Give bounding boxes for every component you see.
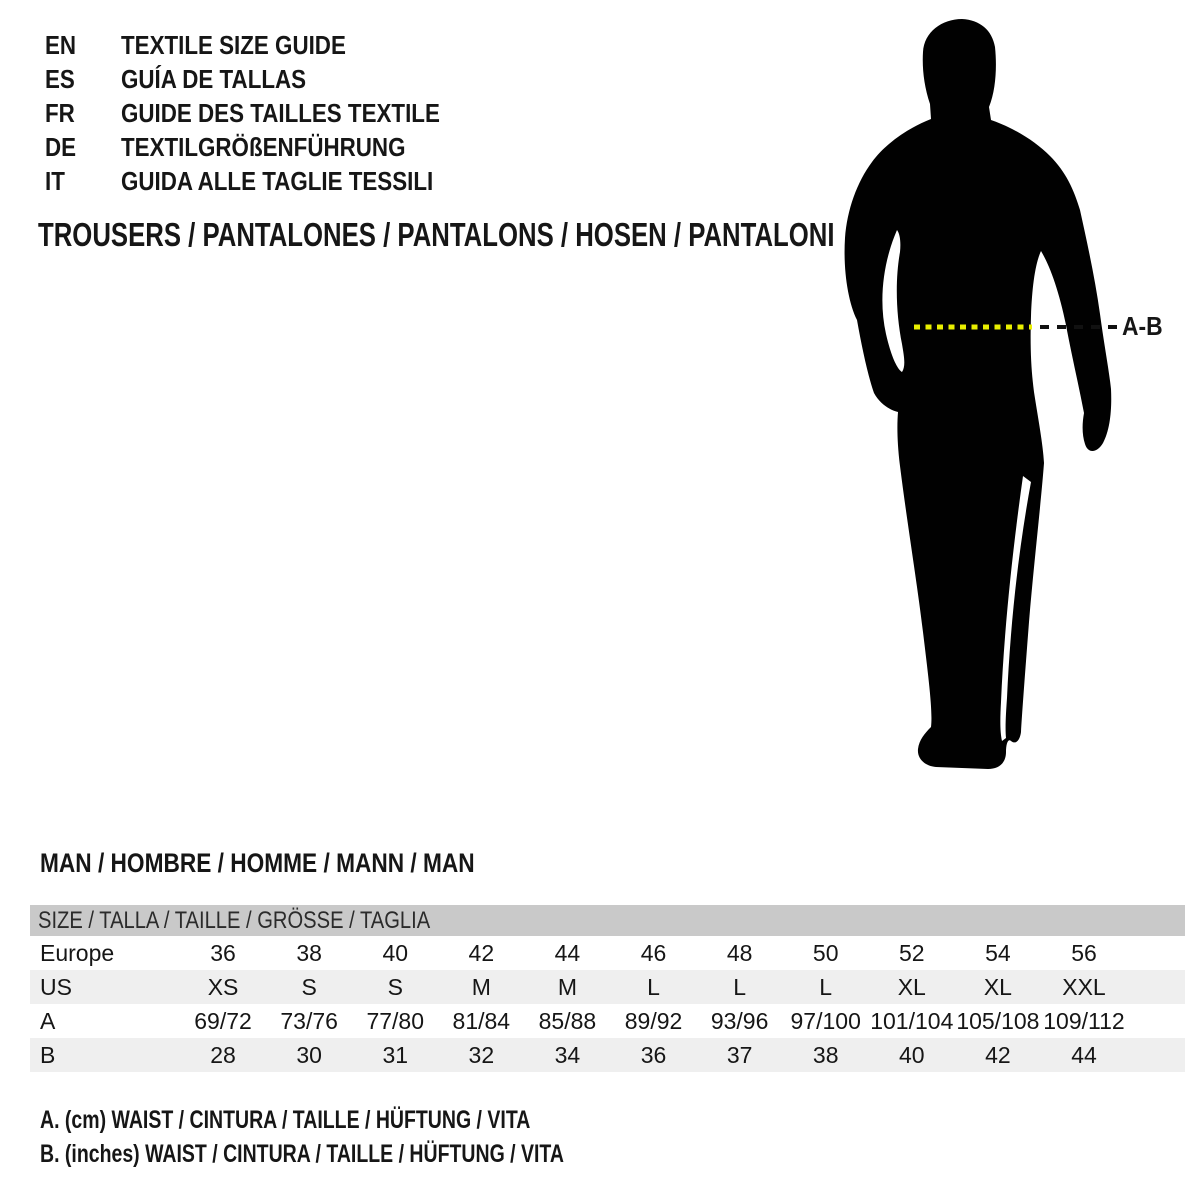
section-title: MAN / HOMBRE / HOMME / MANN / MAN: [40, 848, 475, 878]
size-cell: 32: [468, 1041, 495, 1068]
size-cell: 109/112: [1043, 1007, 1125, 1034]
size-cell: 105/108: [956, 1007, 1040, 1034]
language-row: [45, 62, 492, 96]
size-cell: XS: [207, 973, 239, 1000]
size-cell: 37: [726, 1041, 753, 1068]
language-label: GUIDA ALLE TAGLIE TESSILI: [121, 165, 434, 196]
footnotes: [40, 1106, 712, 1174]
size-cell: 48: [726, 939, 753, 966]
size-cell: L: [819, 973, 833, 1000]
size-cell: 38: [296, 939, 322, 966]
size-cell: 36: [640, 1041, 667, 1068]
language-code: FR: [45, 97, 75, 128]
table-row: [30, 936, 1185, 970]
size-cell: 34: [554, 1041, 581, 1068]
size-cell: 36: [210, 939, 236, 966]
size-cell: 101/104: [870, 1007, 954, 1034]
silhouette-path: [845, 19, 1112, 769]
size-cell: 97/100: [790, 1007, 861, 1034]
language-label: GUÍA DE TALLAS: [121, 63, 307, 94]
language-code: IT: [45, 165, 65, 196]
language-title-block: [45, 28, 492, 198]
language-code: EN: [45, 29, 77, 60]
size-cell: 50: [812, 939, 839, 966]
language-row: [45, 96, 492, 130]
size-cell: 54: [985, 939, 1011, 966]
footnote: B. (inches) WAIST / CINTURA / TAILLE / HÜFTUNG / VITA: [40, 1140, 564, 1168]
language-code: ES: [45, 63, 75, 94]
size-cell: XL: [983, 973, 1012, 1000]
measure-label: A-B: [1122, 311, 1163, 341]
size-cell: 93/96: [710, 1007, 769, 1034]
size-cell: 38: [812, 1041, 839, 1068]
size-cell: 40: [899, 1041, 925, 1068]
language-code: DE: [45, 131, 77, 162]
size-cell: L: [647, 973, 660, 1000]
size-cell: 46: [640, 939, 667, 966]
size-cell: 81/84: [452, 1007, 511, 1034]
category-title: TROUSERS / PANTALONES / PANTALONS / HOSEN / PANTALONI: [38, 216, 835, 253]
size-cell: 42: [985, 1041, 1011, 1068]
language-label: GUIDE DES TAILLES TEXTILE: [121, 97, 440, 128]
row-label: A: [40, 1007, 56, 1034]
table-row: [30, 970, 1185, 1004]
row-label: US: [40, 973, 72, 1000]
size-cell: 28: [210, 1041, 236, 1068]
size-cell: 42: [468, 939, 495, 966]
size-cell: L: [733, 973, 746, 1000]
table-row: [30, 1038, 1185, 1072]
size-cell: 40: [382, 939, 409, 966]
language-row: [45, 28, 492, 62]
size-cell: 56: [1071, 939, 1097, 966]
size-cell: 73/76: [280, 1007, 338, 1034]
language-label: TEXTILE SIZE GUIDE: [121, 29, 346, 60]
size-cell: 31: [382, 1041, 409, 1068]
table-header: [30, 905, 1185, 936]
size-cell: 85/88: [538, 1007, 597, 1034]
language-row: [45, 164, 492, 198]
size-cell: 69/72: [194, 1007, 252, 1034]
size-cell: 77/80: [366, 1007, 425, 1034]
table-header-label: SIZE / TALLA / TAILLE / GRÖSSE / TAGLIA: [38, 906, 431, 934]
row-label: Europe: [40, 939, 115, 966]
size-cell: M: [471, 973, 491, 1000]
size-cell: 30: [296, 1041, 322, 1068]
size-cell: XXL: [1062, 973, 1106, 1000]
size-cell: XL: [897, 973, 926, 1000]
man-silhouette: [840, 14, 1160, 776]
size-cell: 44: [554, 939, 581, 966]
row-label: B: [40, 1041, 56, 1068]
size-cell: S: [301, 973, 317, 1000]
size-cell: 89/92: [624, 1007, 683, 1034]
table-row: [30, 1004, 1185, 1038]
footnote: A. (cm) WAIST / CINTURA / TAILLE / HÜFTUNG / VITA: [40, 1106, 531, 1134]
size-cell: 52: [899, 939, 925, 966]
language-row: [45, 130, 492, 164]
size-cell: S: [387, 973, 403, 1000]
size-table: [30, 905, 1185, 1072]
size-cell: M: [557, 973, 577, 1000]
language-label: TEXTILGRÖßENFÜHRUNG: [121, 131, 406, 162]
size-cell: 44: [1071, 1041, 1097, 1068]
